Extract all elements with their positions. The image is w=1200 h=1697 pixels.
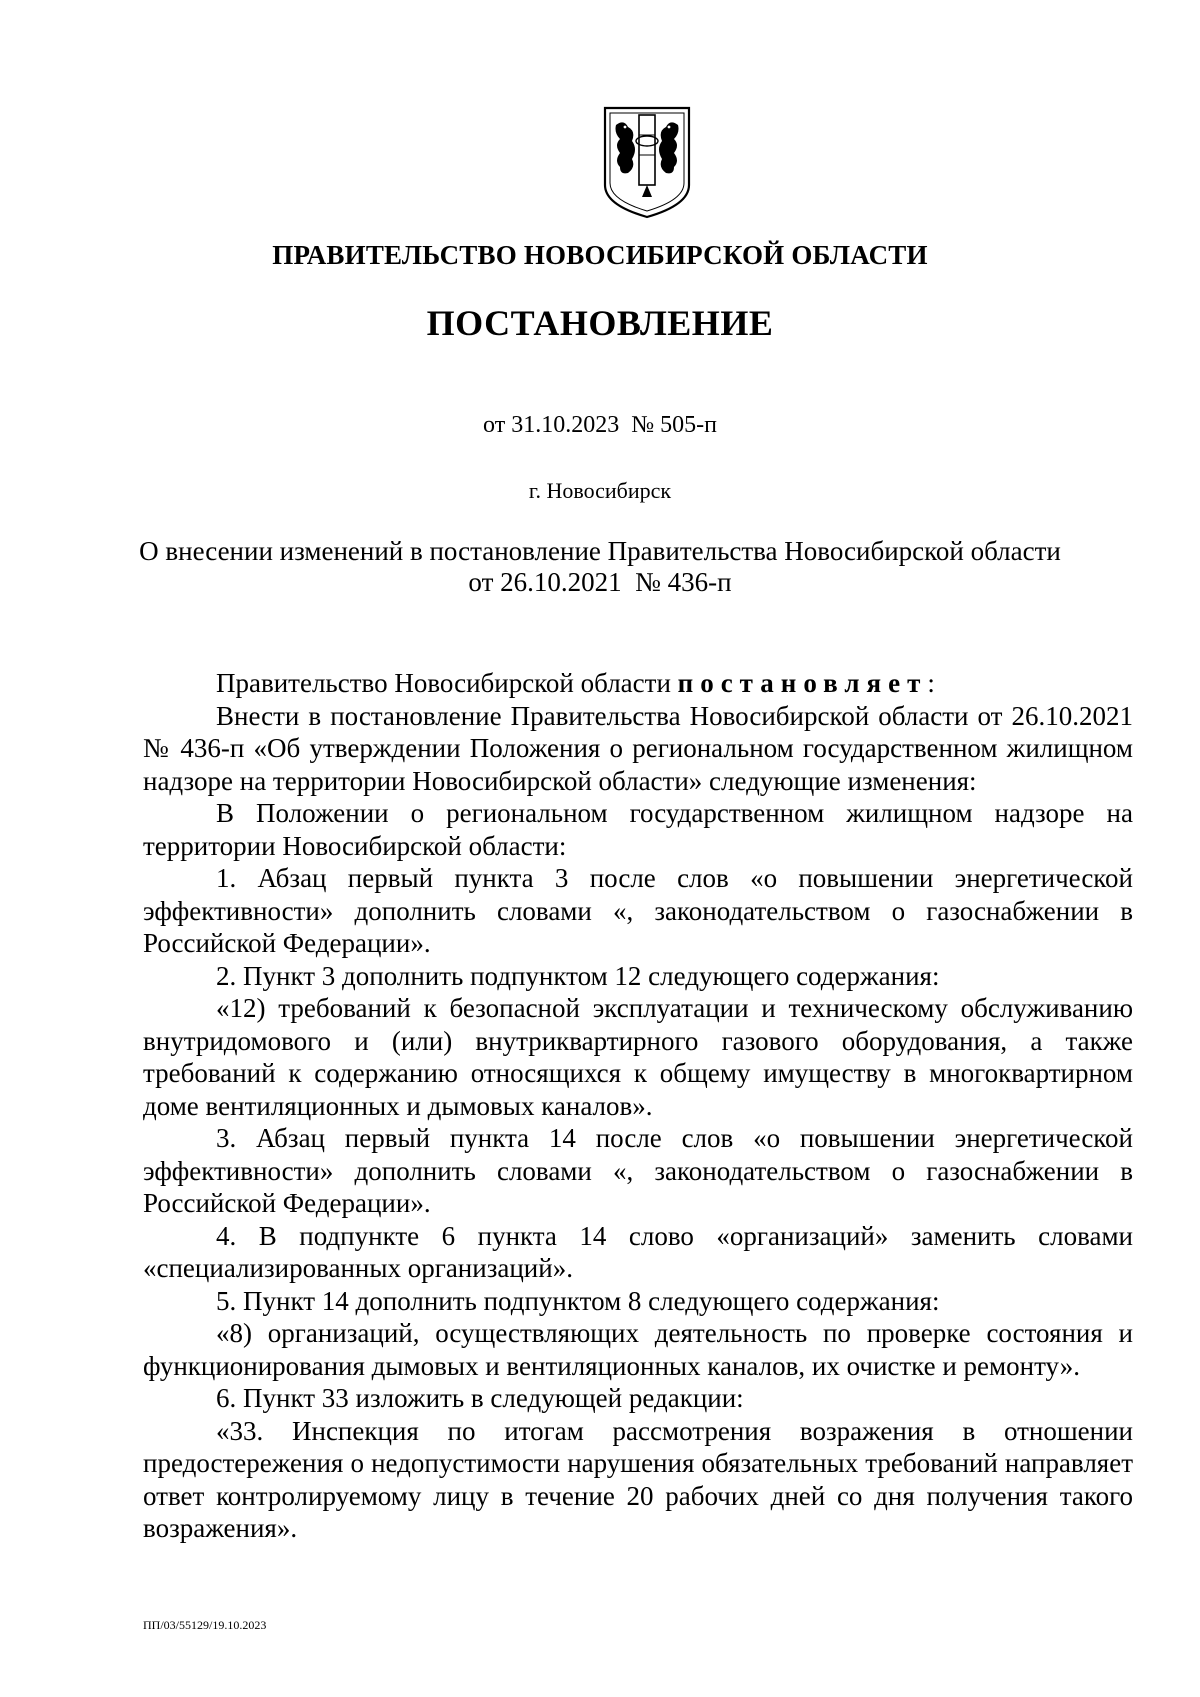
preamble-text: Правительство Новосибирской области bbox=[216, 668, 678, 698]
body-paragraph: В Положении о региональном государственном жилищном надзоре на территории Новосибирской области: bbox=[143, 798, 1133, 861]
body-paragraph: 1. Абзац первый пункта 3 после слов «о повышении энергетической эффективности» дополнить словами «, законодательством о газоснабжении в Российской Федерации». bbox=[143, 863, 1133, 958]
document-date-number bbox=[0, 412, 1200, 439]
body-paragraph: Внести в постановление Правительства Новосибирской области от 26.10.2021 № 436-п «Об утверждении Положения о региональном государственном жилищном надзоре на территории Новосибирской области» следующие изменения: bbox=[143, 700, 1133, 796]
preamble-paragraph bbox=[143, 667, 1133, 700]
body-paragraph: «12) требований к безопасной эксплуатации и техническому обслуживанию внутридомового и (или) внутриквартирного газового оборудования, а также требований к содержанию относящихся к общему имуществу в многоквартирном доме вентиляционных и дымовых каналов». bbox=[143, 993, 1133, 1121]
subject-line-2: от 26.10.2021 № 436-п bbox=[468, 567, 732, 597]
date-number-text: от 31.10.2023 № 505-п bbox=[483, 412, 717, 438]
subject-line-1: О внесении изменений в постановление Правительства Новосибирской области bbox=[139, 536, 1061, 566]
footer-document-code: ПП/03/55129/19.10.2023 bbox=[143, 1618, 267, 1632]
body-paragraph: 4. В подпункте 6 пункта 14 слово «организаций» заменить словами «специализированных организаций». bbox=[143, 1220, 1133, 1283]
document-body bbox=[143, 667, 1133, 1545]
document-subject bbox=[100, 536, 1100, 598]
document-type-heading: ПОСТАНОВЛЕНИЕ bbox=[426, 303, 774, 343]
organization-title: ПРАВИТЕЛЬСТВО НОВОСИБИРСКОЙ ОБЛАСТИ bbox=[272, 240, 928, 270]
coat-of-arms-icon bbox=[602, 105, 692, 220]
body-paragraph: 3. Абзац первый пункта 14 после слов «о повышении энергетической эффективности» дополнить словами «, законодательством о газоснабжении в Российской Федерации». bbox=[143, 1123, 1133, 1218]
preamble-resolves: постановляет bbox=[677, 668, 928, 698]
document-city: г. Новосибирск bbox=[528, 478, 672, 503]
body-paragraph: 6. Пункт 33 изложить в следующей редакции: bbox=[216, 1383, 744, 1413]
body-paragraph: 2. Пункт 3 дополнить подпунктом 12 следующего содержания: bbox=[216, 960, 940, 991]
preamble-colon: : bbox=[927, 668, 935, 698]
body-paragraph: «8) организаций, осуществляющих деятельность по проверке состояния и функционирования дымовых и вентиляционных каналов, их очистке и ремонту». bbox=[143, 1318, 1133, 1381]
body-paragraph: 5. Пункт 14 дополнить подпунктом 8 следующего содержания: bbox=[216, 1285, 940, 1316]
body-paragraph: «33. Инспекция по итогам рассмотрения возражения в отношении предостережения о недопустимости нарушения обязательных требований направляет ответ контролируемому лицу в течение 20 рабочих дней со дня получения такого возражения». bbox=[143, 1415, 1133, 1543]
